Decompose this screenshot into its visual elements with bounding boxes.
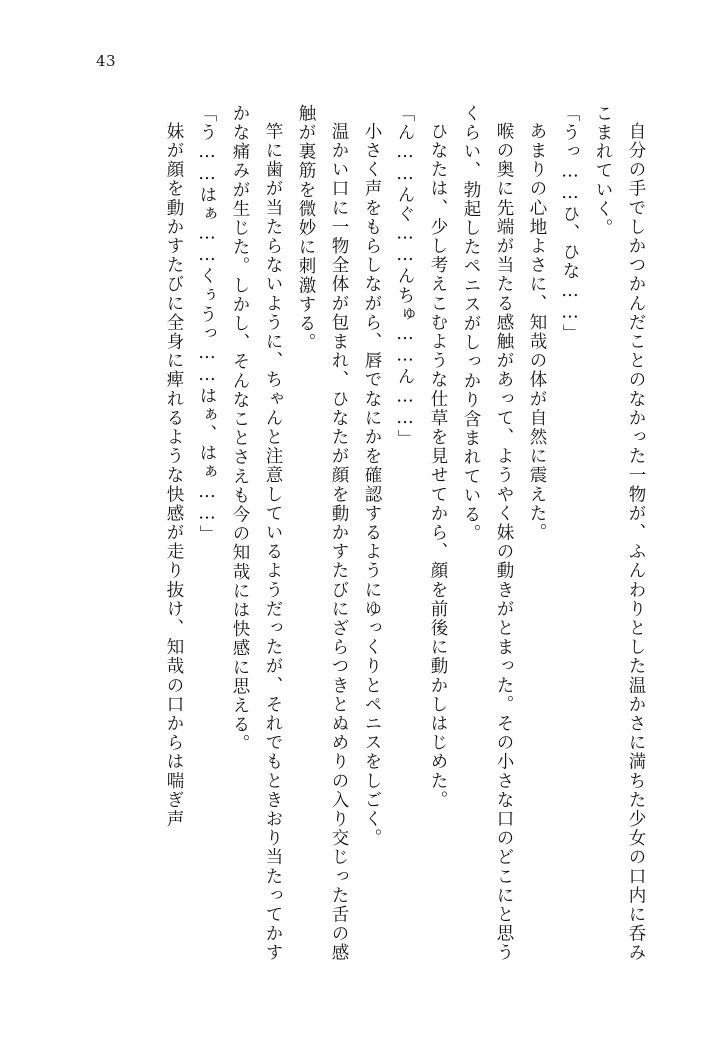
paragraph: あまりの心地よさに、知哉の体が自然に震えた。 [527, 121, 547, 542]
paragraph: 妹が顔を動かすたびに全身に痺れるような快感が走り抜け、知哉の口からは喘ぎ声 [164, 121, 184, 829]
paragraph: 「う……はぁ……くぅうっ……はぁ、はぁ……」 [197, 104, 217, 545]
paragraph: 自分の手でしかつかんだことのなかった一物が、ふんわりとした温かさに満ちた少女の口内に呑みこまれていく。 [593, 104, 646, 962]
paragraph: ひなたは、少し考えこむような仕草を見せてから、顔を前後に動かしはじめた。 [428, 121, 448, 810]
paragraph: 喉の奥に先端が当たる感触があって、ようやく妹の動きがとまった。その小さな口のどこにと思うくらい、勃起したペニスがしっかり含まれている。 [461, 104, 514, 962]
vertical-text-body [92, 104, 652, 964]
paragraph: 竿に歯が当たらないように、ちゃんと注意しているようだったが、それでもときおり当たってかすかな痛みが生じた。しかし、そんなことさえも今の知哉には快感に思える。 [230, 104, 283, 962]
paragraph: 「ん……んぐ……んちゅ……ん……」 [395, 104, 415, 449]
paragraph: 「うっ……ひ、ひな……」 [560, 104, 580, 344]
page-number: 43 [96, 52, 117, 70]
paragraph: 小さく声をもらしながら、唇でなにかを確認するようにゆっくりとペニスをしごく。 [362, 121, 382, 848]
paragraph: 温かい口に一物全体が包まれ、ひなたが顔を動かすたびにざらつきとぬめりの入り交じった舌の感触が裏筋を微妙に刺激する。 [296, 104, 349, 962]
